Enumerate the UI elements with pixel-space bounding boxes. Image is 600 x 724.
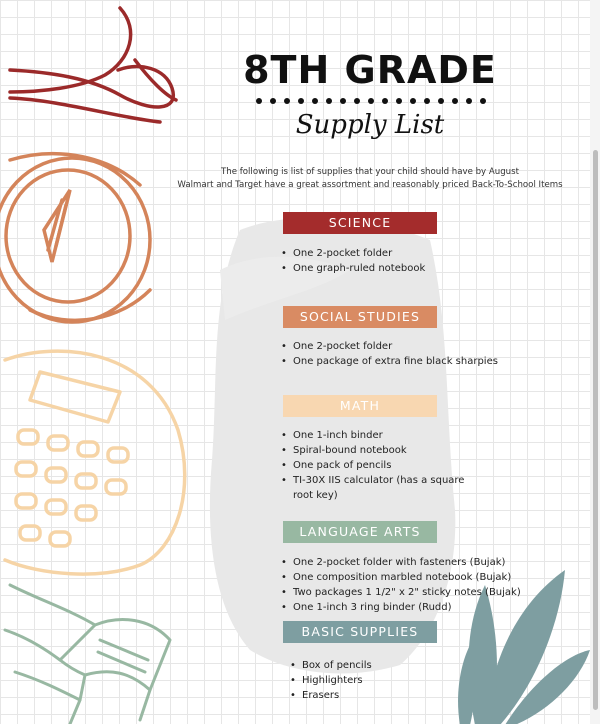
list-item: • Spiral-bound notebook — [278, 443, 483, 458]
list-item: • One graph-ruled notebook — [278, 261, 425, 276]
section-list-basic-supplies — [287, 658, 372, 703]
list-item: • One package of extra fine black sharpies — [278, 354, 498, 369]
section-header-basic-supplies: BASIC SUPPLIES — [283, 621, 437, 643]
section-header-language-arts: LANGUAGE ARTS — [283, 521, 437, 543]
intro-line: The following is list of supplies that your child should have by August — [221, 167, 519, 177]
page-subtitle: Supply List — [295, 110, 445, 140]
list-item: • One 1-inch binder — [278, 428, 483, 443]
list-item: • Highlighters — [287, 673, 372, 688]
list-item: • One 1-inch 3 ring binder (Rudd) — [278, 600, 521, 615]
scrollbar[interactable] — [590, 0, 600, 724]
calculator-icon — [5, 351, 185, 574]
list-item: • One composition marbled notebook (Bujak) — [278, 570, 521, 585]
list-item: • Erasers — [287, 688, 372, 703]
list-item: • Two packages 1 1/2" x 2" sticky notes (Bujak) — [278, 585, 521, 600]
section-header-science: SCIENCE — [283, 212, 437, 234]
list-item: • TI-30X IIS calculator (has a square root key) — [278, 473, 483, 503]
section-header-math: MATH — [283, 395, 437, 417]
section-list-math — [278, 428, 483, 503]
scrollbar-thumb[interactable] — [593, 150, 598, 710]
section-header-social-studies: SOCIAL STUDIES — [283, 306, 437, 328]
list-item: • One 2-pocket folder — [278, 246, 425, 261]
page-title: 8TH GRADE — [243, 48, 497, 92]
list-item: • One pack of pencils — [278, 458, 483, 473]
list-item: • Box of pencils — [287, 658, 372, 673]
list-item: • One 2-pocket folder with fasteners (Bujak) — [278, 555, 521, 570]
book-icon — [5, 585, 170, 724]
decorative-doodles — [0, 0, 210, 724]
section-list-language-arts — [278, 555, 521, 615]
section-list-social-studies — [278, 339, 498, 369]
intro-text — [120, 166, 591, 192]
section-list-science — [278, 246, 425, 276]
intro-line: Walmart and Target have a great assortment and reasonably priced Back-To-School Items — [177, 180, 563, 190]
dotted-divider — [255, 96, 490, 106]
list-item: • One 2-pocket folder — [278, 339, 498, 354]
